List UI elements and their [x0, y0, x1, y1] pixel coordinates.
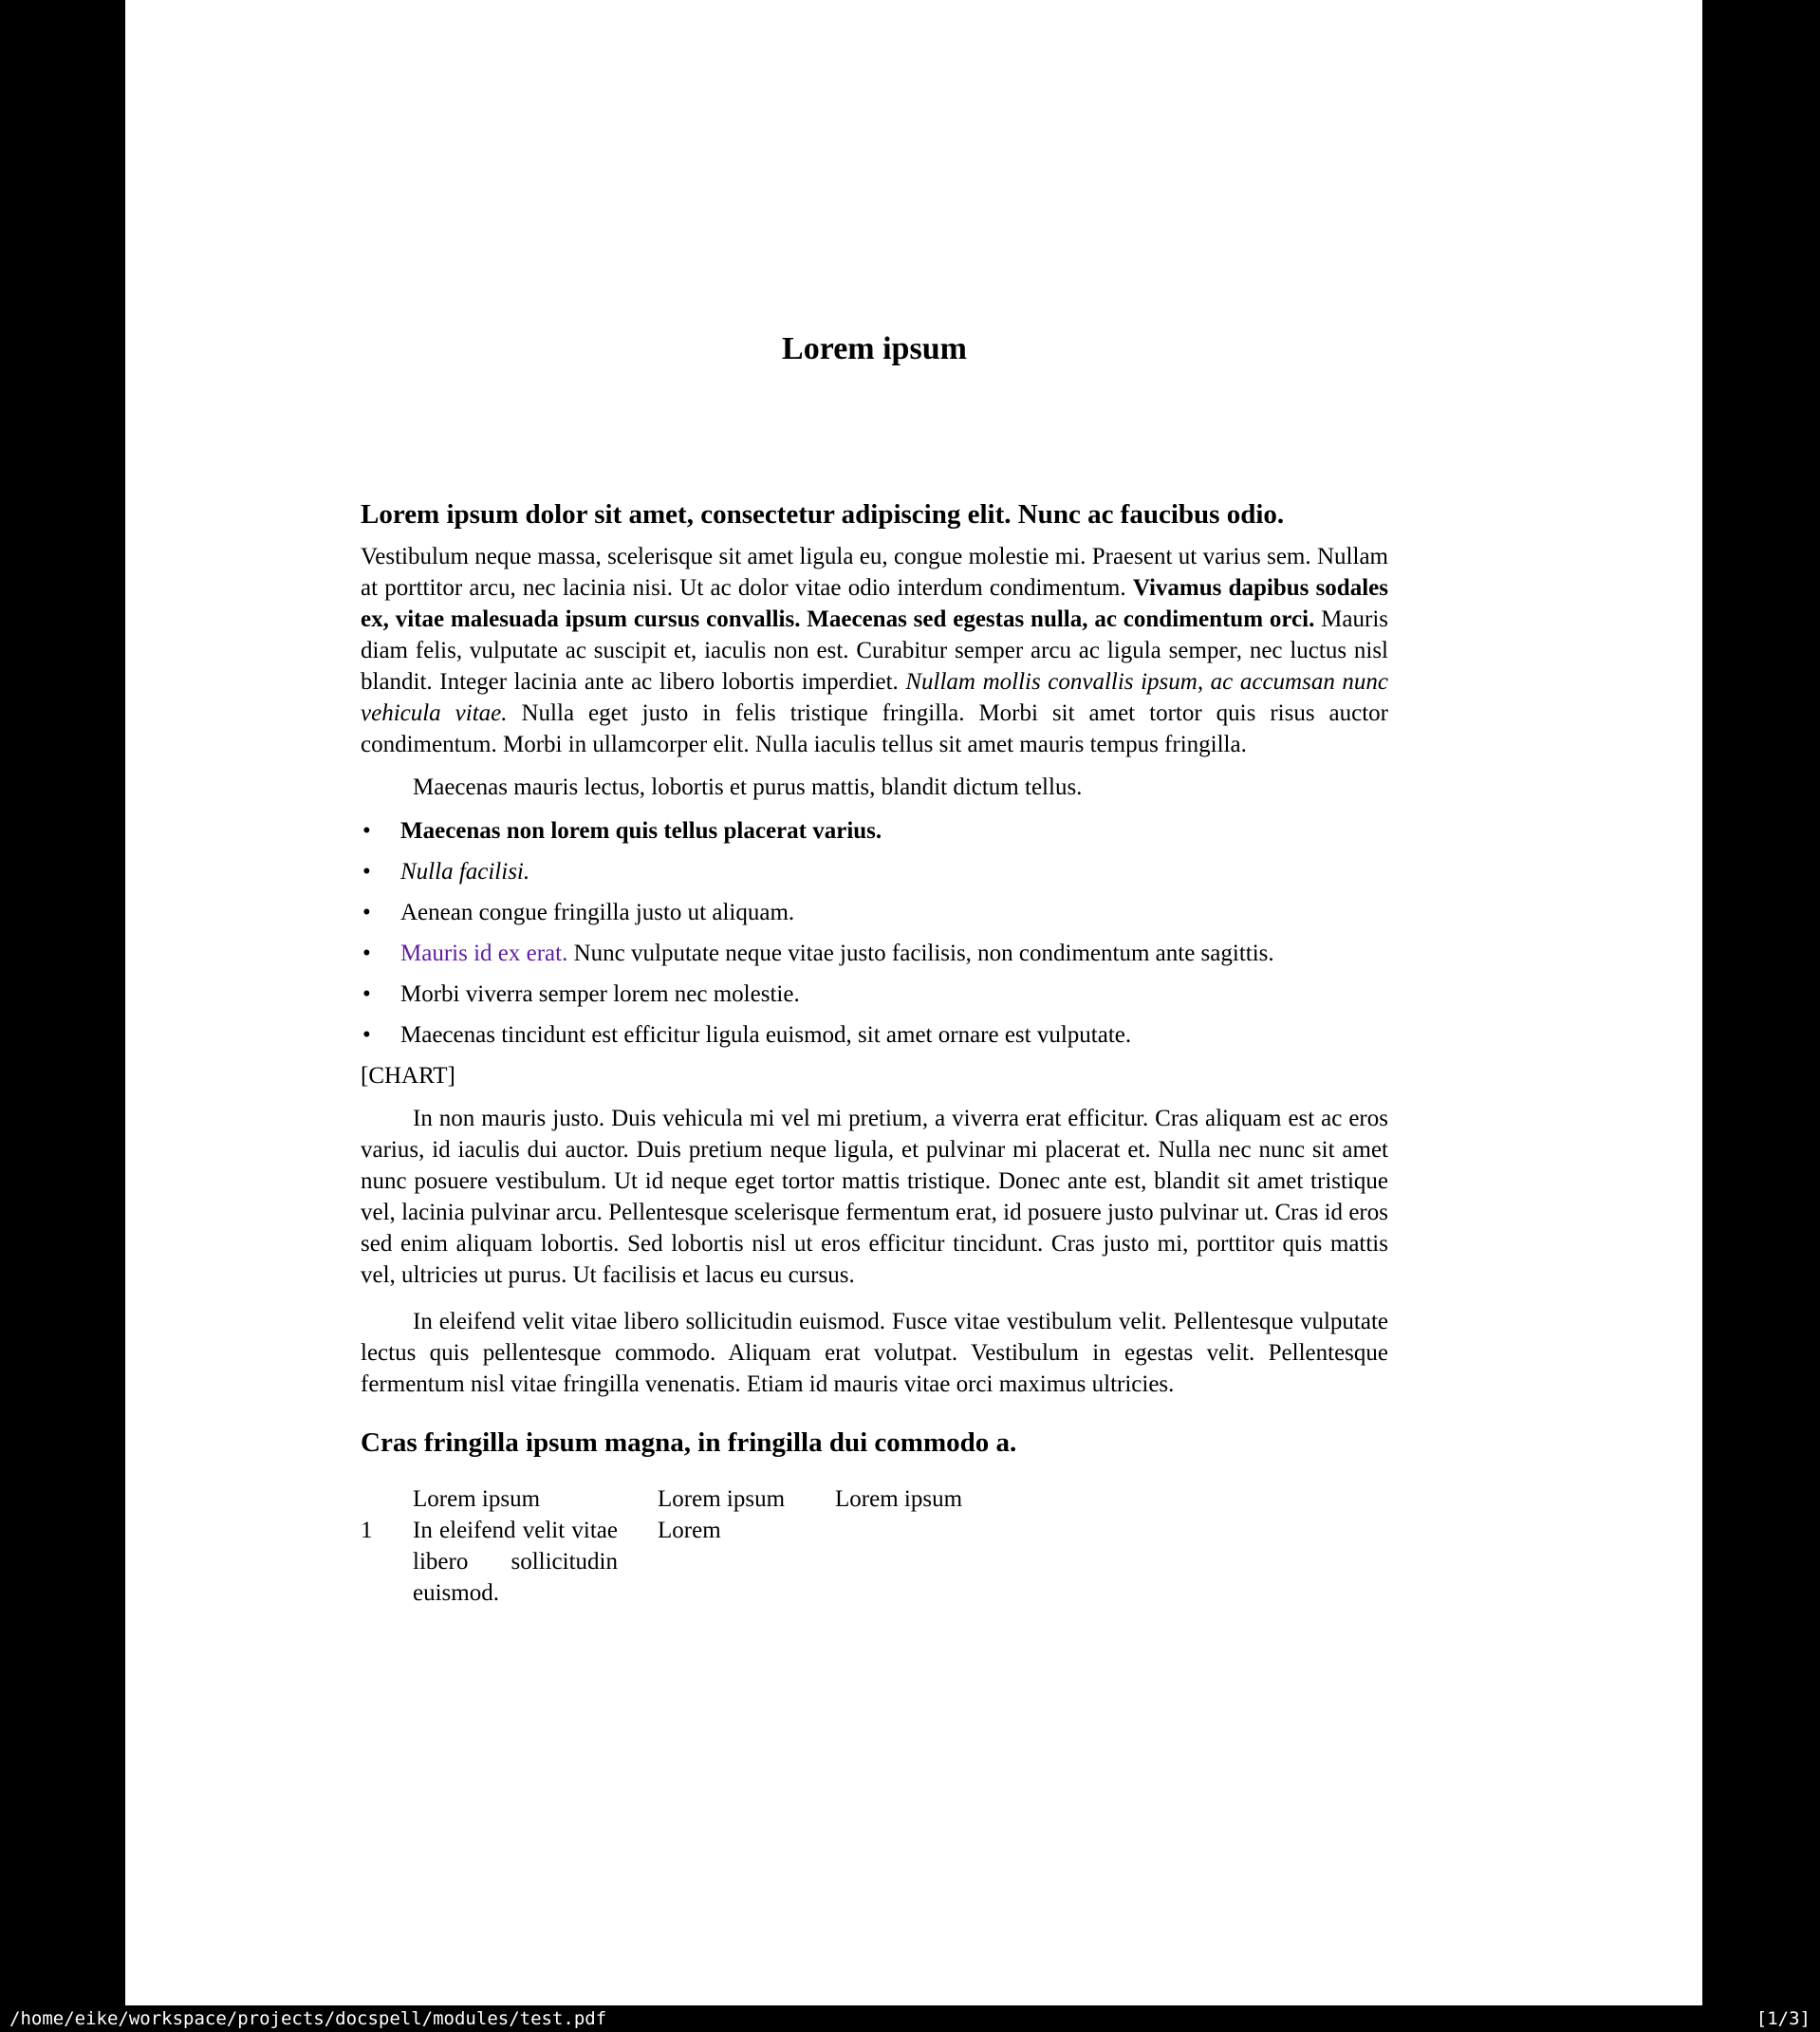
list-item-text: Aenean congue fringilla justo ut aliquam. [400, 899, 795, 925]
list-item [361, 938, 1388, 969]
list-item [361, 1019, 1388, 1051]
bullet-icon: • [362, 817, 371, 844]
list-item-text: Morbi viverra semper lorem nec molestie. [400, 980, 800, 1007]
paragraph-4: In eleifend velit vitae libero sollicitudin euismod. Fusce vitae vestibulum velit. Pellentesque vulputate lectus quis pellentesque commodo. Aliquam erat volutpat. Vestibulum in egestas velit. Pellentesque fermentum nisl vitae fringilla venenatis. Etiam id mauris vitae orci maximus ultricies. [361, 1308, 1388, 1397]
table-header-cell: Lorem ipsum [413, 1486, 541, 1513]
list-item [361, 979, 1388, 1010]
bullet-icon: • [362, 1021, 371, 1048]
table-cell: Lorem [658, 1518, 721, 1544]
section-heading-2: Cras fringilla ipsum magna, in fringilla dui commodo a. [361, 1426, 1017, 1458]
table-cell: In eleifend velit vitae libero sollicitudin euismod. [413, 1518, 618, 1607]
hyperlink[interactable]: Mauris id ex erat. [400, 940, 568, 966]
bullet-list [361, 815, 1388, 1051]
paragraph-2: Maecenas mauris lectus, lobortis et purus mattis, blandit dictum tellus. [413, 774, 1083, 800]
section-heading-1: Lorem ipsum dolor sit amet, consectetur adipiscing elit. Nunc ac faucibus odio. [361, 498, 1285, 530]
status-bar [0, 2005, 1820, 2032]
list-item-text: Nulla facilisi. [400, 858, 530, 885]
list-item [361, 856, 1388, 887]
status-bar-file-path: /home/eike/workspace/projects/docspell/modules/test.pdf [9, 2008, 607, 2029]
paragraph-3: In non mauris justo. Duis vehicula mi vel mi pretium, a viverra erat efficitur. Cras aliquam est ac eros varius, id iaculis dui auctor. Duis pretium neque ligula, et pulvinar mi placerat et. Nulla nec nunc sit amet nunc posuere vestibulum. Ut id neque eget tortor mattis tristique. Donec ante est, blandit sit amet tristique vel, lacinia pulvinar arcu. Pellentesque scelerisque fermentum erat, id posuere justo pulvinar ut. Cras id eros sed enim aliquam lobortis. Sed lobortis nisl ut eros efficitur tincidunt. Cras justo mi, porttitor quis mattis vel, ultricies ut purus. Ut facilisis et lacus eu cursus. [361, 1105, 1388, 1288]
bullet-icon: • [362, 940, 371, 966]
pdf-page[interactable] [125, 0, 1702, 2007]
bullet-icon: • [362, 858, 371, 885]
status-bar-page-indicator: [1/3] [1755, 2008, 1811, 2029]
document-title: Lorem ipsum [782, 331, 967, 366]
table-header-cell [361, 1483, 413, 1515]
table [361, 1483, 1388, 1609]
paragraph-1: Vestibulum neque massa, scelerisque sit amet ligula eu, congue molestie mi. Praesent ut varius sem. Nullam at porttitor arcu, nec lacinia nisi. Ut ac dolor vitae odio interdum condimentum. Vivamus dapibus sodales ex, vitae malesuada ipsum cursus convallis. Maecenas sed egestas nulla, ac condimentum orci. Mauris diam felis, vulputate ac suscipit et, iaculis non est. Curabitur semper arcu ac ligula semper, nec luctus nisl blandit. Integer lacinia ante ac libero lobortis imperdiet. Nullam mollis convallis ipsum, ac accumsan nunc vehicula vitae. Nulla eget justo in felis tristique fringilla. Morbi sit amet tortor quis risus auctor condimentum. Morbi in ullamcorper elit. Nulla iaculis tellus sit amet mauris tempus fringilla. [361, 543, 1389, 757]
list-item [361, 815, 1388, 847]
page-content [361, 0, 1388, 1609]
table-cell: 1 [361, 1518, 373, 1544]
table-header-cell: Lorem ipsum [658, 1486, 786, 1513]
table-header-cell: Lorem ipsum [835, 1486, 963, 1513]
list-item-text: Maecenas non lorem quis tellus placerat varius. [400, 817, 882, 844]
table-cell [835, 1515, 1388, 1609]
list-item [361, 897, 1388, 928]
list-item-text: Maecenas tincidunt est efficitur ligula euismod, sit amet ornare est vulputate. [400, 1021, 1132, 1048]
bullet-icon: • [362, 899, 371, 925]
chart-placeholder: [CHART] [361, 1062, 455, 1089]
list-item-text: Mauris id ex erat. Nunc vulputate neque vitae justo facilisis, non condimentum ante sagittis. [400, 940, 1274, 966]
bullet-icon: • [362, 980, 371, 1007]
